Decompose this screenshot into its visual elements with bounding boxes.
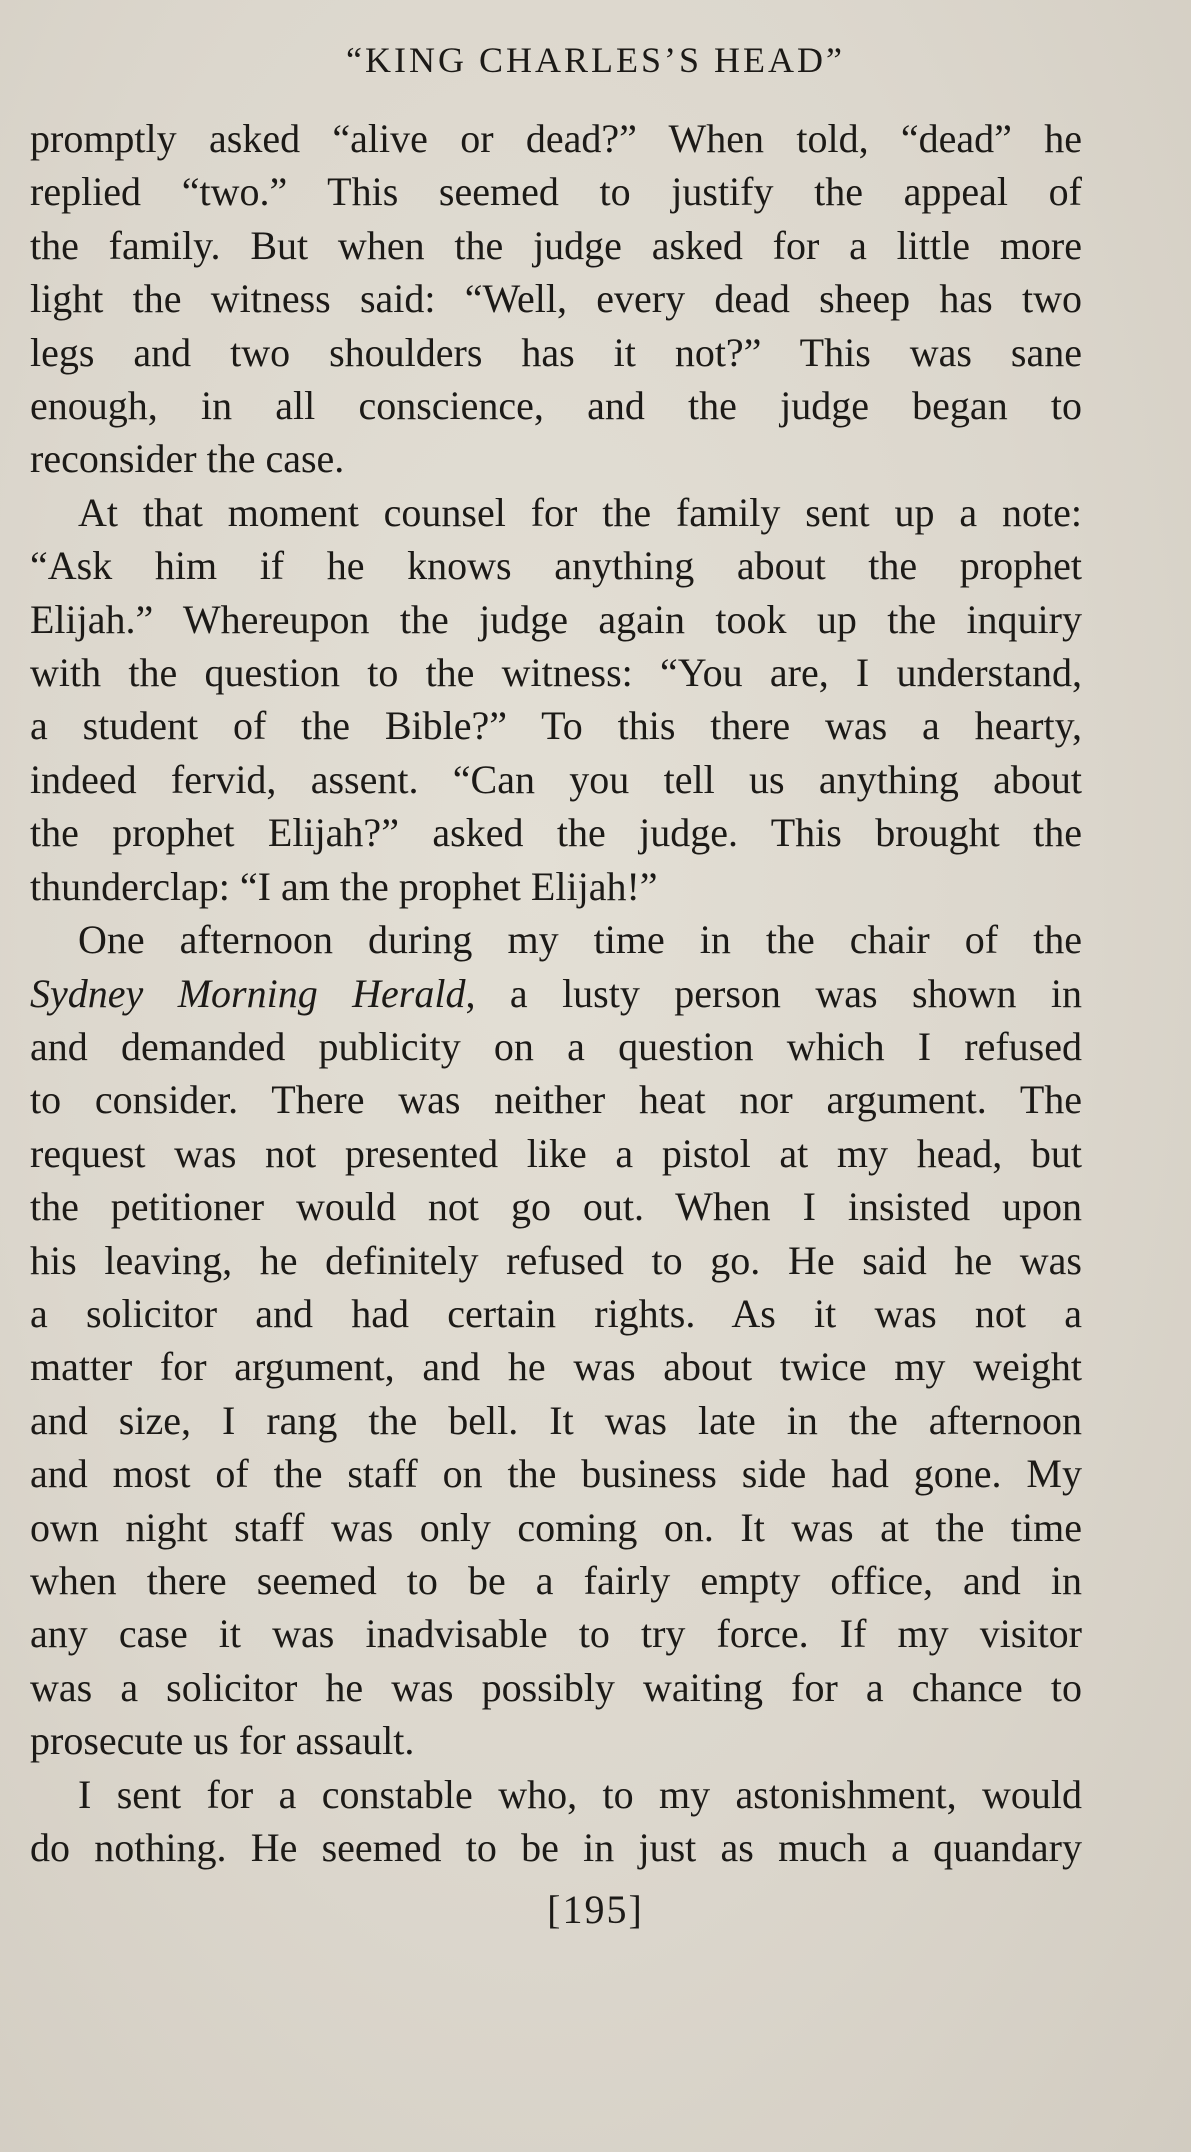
text-line: do nothing. He seemed to be in just as much a quandary	[30, 1825, 1082, 1870]
text-line: his leaving, he definitely refused to go. He said he was	[30, 1237, 1082, 1283]
text-line: with the question to the witness: “You are, I understand,	[30, 650, 1082, 696]
running-head: “KING CHARLES’S HEAD”	[346, 40, 845, 80]
text-line: and most of the staff on the business side had gone. My	[30, 1451, 1082, 1497]
page-number: [195]	[547, 1887, 644, 1932]
text-line: the petitioner would not go out. When I insisted upon	[30, 1184, 1082, 1230]
text-line: thunderclap: “I am the prophet Elijah!”	[30, 863, 658, 909]
newspaper-title: Sydney Morning Herald	[30, 970, 466, 1016]
text-line: a student of the Bible?” To this there was a hearty,	[30, 703, 1082, 749]
text-line: matter for argument, and he was about twice my weight	[30, 1344, 1082, 1390]
text-line: “Ask him if he knows anything about the prophet	[30, 543, 1082, 589]
text-line: indeed fervid, assent. “Can you tell us anything about	[30, 756, 1082, 802]
text-line: Elijah.” Whereupon the judge again took up the inquiry	[30, 596, 1082, 642]
text-line: own night staff was only coming on. It was at the time	[30, 1504, 1082, 1550]
text-line: reconsider the case.	[30, 436, 345, 482]
paragraph-4	[30, 1768, 1082, 1875]
text-line: enough, in all conscience, and the judge began to	[30, 383, 1082, 429]
text-line: a solicitor and had certain rights. As it was not a	[30, 1290, 1082, 1336]
text-line: any case it was inadvisable to try force. If my visitor	[30, 1611, 1082, 1657]
text-line: request was not presented like a pistol at my head, but	[30, 1130, 1082, 1176]
text-line: prosecute us for assault.	[30, 1718, 415, 1764]
text-line: light the witness said: “Well, every dead sheep has two	[30, 276, 1082, 322]
text-line	[30, 967, 1082, 1020]
text-line: replied “two.” This seemed to justify the appeal of	[30, 169, 1082, 215]
text-line: One afternoon during my time in the chair of the	[78, 917, 1082, 963]
text-line: and size, I rang the bell. It was late in the afternoon	[30, 1397, 1082, 1443]
text-line: to consider. There was neither heat nor argument. The	[30, 1077, 1082, 1123]
text-line: when there seemed to be a fairly empty office, and in	[30, 1557, 1082, 1603]
text-line: was a solicitor he was possibly waiting for a chance to	[30, 1664, 1082, 1710]
text-line: I sent for a constable who, to my astonishment, would	[78, 1771, 1082, 1817]
body-text	[30, 112, 1082, 1874]
paragraph-1	[30, 112, 1082, 486]
text-line: At that moment counsel for the family sent up a note:	[78, 489, 1082, 535]
text-line: the family. But when the judge asked for a little more	[30, 222, 1082, 268]
text-line: promptly asked “alive or dead?” When told, “dead” he	[30, 116, 1082, 161]
text-line: the prophet Elijah?” asked the judge. This brought the	[30, 810, 1082, 856]
text-fragment: , a lusty person was shown in	[465, 970, 1082, 1016]
text-line: and demanded publicity on a question which I refused	[30, 1023, 1082, 1069]
paragraph-2	[30, 486, 1082, 913]
paragraph-3	[30, 913, 1082, 1768]
text-line: legs and two shoulders has it not?” This was sane	[30, 329, 1082, 375]
